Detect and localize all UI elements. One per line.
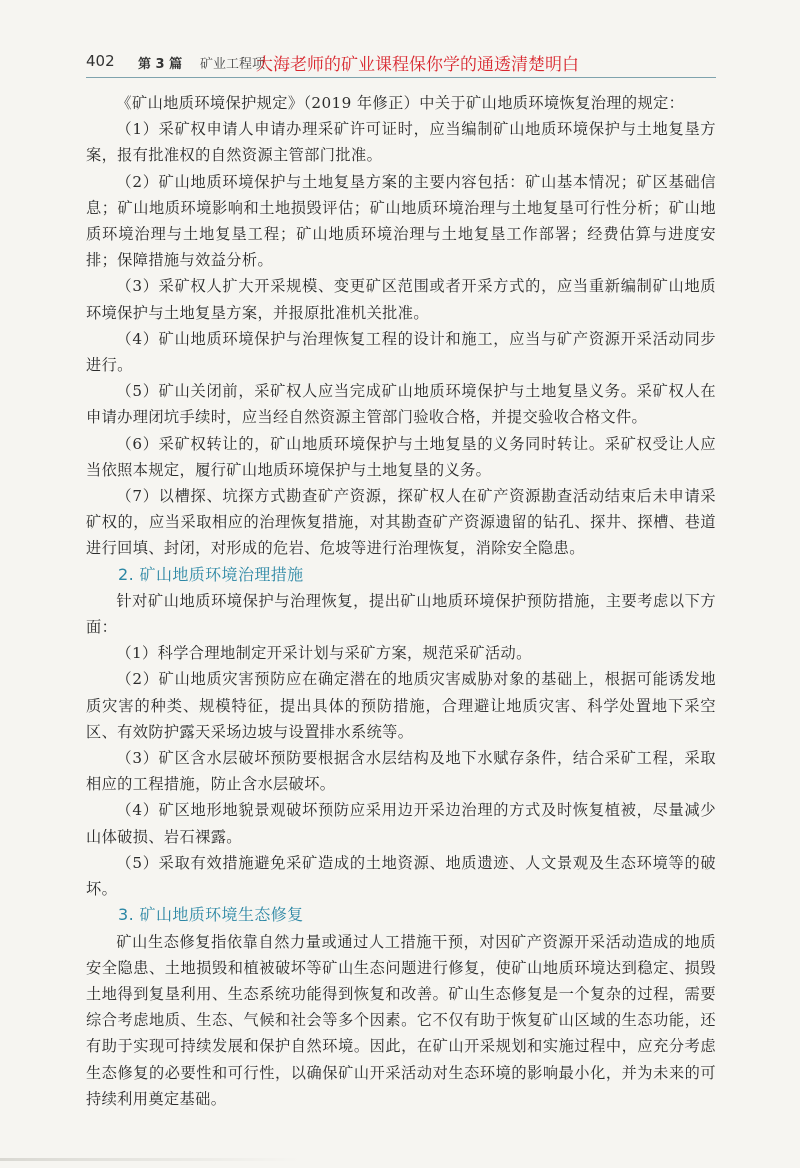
- paragraph: （4）矿区地形地貌景观破坏预防应采用边开采边治理的方式及时恢复植被，尽量减少山体破损、岩石裸露。: [86, 801, 716, 846]
- paragraph: （6）采矿权转让的，矿山地质环境保护与土地复垦的义务同时转让。采矿权受让人应当依照本规定，履行矿山地质环境保护与土地复垦的义务。: [86, 434, 716, 479]
- page-number: 402: [86, 52, 115, 70]
- header-divider: [86, 77, 716, 78]
- watermark-text: 大海老师的矿业课程保你学的通透清楚明白: [256, 55, 579, 75]
- paragraph: （4）矿山地质环境保护与治理恢复工程的设计和施工，应当与矿产资源开采活动同步进行。: [86, 329, 716, 375]
- paragraph: 针对矿山地质环境保护与治理恢复，提出矿山地质环境保护预防措施，主要考虑以下方面：: [86, 591, 716, 637]
- paragraph: （5）采取有效措施避免采矿造成的土地资源、地质遗迹、人文景观及生态环境等的破坏。: [86, 853, 716, 899]
- chapter-title: 矿业工程项: [200, 57, 266, 72]
- paragraph: （1）采矿权申请人申请办理采矿许可证时，应当编制矿山地质环境保护与土地复垦方案，报有批准权的自然资源主管部门批准。: [86, 120, 716, 165]
- paragraph: 矿山生态修复指依靠自然力量或通过人工措施干预，对因矿产资源开采活动造成的地质安全隐患、土地损毁和植被破坏等矿山生态问题进行修复，使矿山地质环境达到稳定、损毁土地得到复垦利用、生态系统功能得到恢复和改善。矿山生态修复是一个复杂的过程，需要综合考虑地质、生态、气候和社会等多个因素。它不仅有助于恢复矿山区域的生态功能，还有助于实现可持续发展和保护自然环境。因此，在矿山开采规划和实施过程中，应充分考虑生态修复的必要性和可行性，以确保矿山开采活动对生态环境的影响最小化，并为未来的可持续利用奠定基础。: [86, 932, 716, 1108]
- paragraph: （3）矿区含水层破坏预防要根据含水层结构及地下水赋存条件，结合采矿工程，采取相应的工程措施，防止含水层破坏。: [86, 749, 716, 794]
- section-heading: 2. 矿山地质环境治理措施: [118, 564, 304, 584]
- paragraph: （5）矿山关闭前，采矿权人应当完成矿山地质环境保护与土地复垦义务。采矿权人在申请办理闭坑手续时，应当经自然资源主管部门验收合格，并提交验收合格文件。: [86, 382, 716, 427]
- page-header: [86, 50, 716, 76]
- page-edge-shadow: [0, 1158, 300, 1161]
- paragraph: （1）科学合理地制定开采计划与采矿方案，规范采矿活动。: [116, 644, 532, 663]
- paragraph: （3）采矿权人扩大开采规模、变更矿区范围或者开采方式的，应当重新编制矿山地质环境保护与土地复垦方案，并报原批准机关批准。: [86, 277, 716, 322]
- section-heading: 3. 矿山地质环境生态修复: [118, 905, 304, 925]
- body-text: [86, 90, 716, 1112]
- part-label: 第 3 篇: [138, 57, 183, 72]
- paragraph: （2）矿山地质环境保护与土地复垦方案的主要内容包括：矿山基本情况；矿区基础信息；矿山地质环境影响和土地损毁评估；矿山地质环境治理与土地复垦可行性分析；矿山地质环境治理与土地复垦工程；矿山地质环境治理与土地复垦工作部署；经费估算与进度安排；保障措施与效益分析。: [86, 172, 716, 270]
- paragraph: 《矿山地质环境保护规定》（2019 年修正）中关于矿山地质环境恢复治理的规定：: [116, 94, 685, 112]
- paragraph: （2）矿山地质灾害预防应在确定潜在的地质灾害威胁对象的基础上，根据可能诱发地质灾害的种类、规模特征，提出具体的预防措施，合理避让地质灾害、科学处置地下采空区、有效防护露天采场边坡与设置排水系统等。: [86, 670, 716, 741]
- paragraph: （7）以槽探、坑探方式勘查矿产资源，探矿权人在矿产资源勘查活动结束后未申请采矿权的，应当采取相应的治理恢复措施，对其勘查矿产资源遗留的钻孔、探井、探槽、巷道进行回填、封闭，对形成的危岩、危坡等进行治理恢复，消除安全隐患。: [86, 487, 716, 558]
